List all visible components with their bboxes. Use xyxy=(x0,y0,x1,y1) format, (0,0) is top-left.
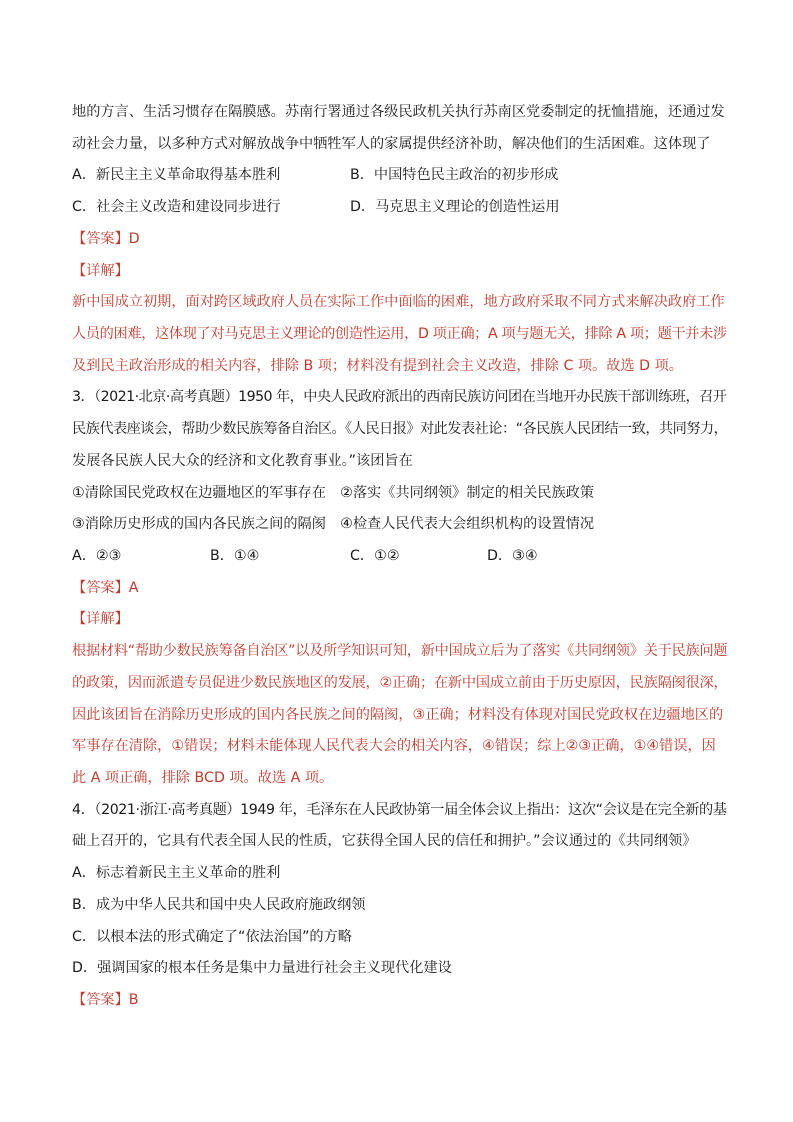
q2-option-a: A．新民主主义革命取得基本胜利 xyxy=(72,167,281,183)
q2-answer xyxy=(72,229,140,249)
q3-detail-line-3: 因此该团旨在消除历史形成的国内各民族之间的隔阂，③正确；材料没有体现对国民党政权在边疆地区的 xyxy=(72,707,724,723)
q4-answer-label: 【答案】 xyxy=(72,992,129,1008)
q4-stem-line-2: 础上召开的，它具有代表全国人民的性质，它获得全国人民的信任和拥护。”会议通过的《共同纲领》 xyxy=(72,833,697,849)
q3-option-a: A．②③ xyxy=(72,548,122,564)
q3-detail-line-2: 的政策，因而派遣专员促进少数民族地区的发展，②正确；在新中国成立前由于历史原因，民族隔阂很深， xyxy=(72,675,728,691)
q2-stem-line-2: 动社会力量，以多种方式对解放战争中牺牲军人的家属提供经济补助，解决他们的生活困难。这体现了 xyxy=(72,136,711,152)
q3-detail-label: 【详解】 xyxy=(72,611,129,627)
q2-answer-label: 【答案】 xyxy=(72,231,129,247)
q3-stem-line-2: 民族代表座谈会，帮助少数民族筹备自治区。《人民日报》对此发表社论：“各民族人民团结一致，共同努力， xyxy=(72,421,728,437)
q2-option-d: D．马克思主义理论的创造性运用 xyxy=(350,199,560,215)
q4-option-a: A．标志着新民主主义革命的胜利 xyxy=(72,865,281,881)
q3-item-line-2: ③消除历史形成的国内各民族之间的隔阂 ④检查人民代表大会组织机构的设置情况 xyxy=(72,516,595,532)
q2-detail-label: 【详解】 xyxy=(72,263,129,279)
q4-stem-line-1: 4．（2021·浙江·高考真题）1949 年，毛泽东在人民政协第一届全体会议上指出：这次“会议是在完全新的基 xyxy=(72,802,727,818)
q4-option-d: D．强调国家的根本任务是集中力量进行社会主义现代化建设 xyxy=(72,960,452,976)
q2-detail-line-1: 新中国成立初期，面对跨区域政府人员在实际工作中面临的困难，地方政府采取不同方式来解决政府工作 xyxy=(72,294,725,310)
q3-option-b: B．①④ xyxy=(210,548,260,564)
q3-detail-line-4: 军事存在清除，①错误；材料未能体现人民代表大会的相关内容，④错误；综上②③正确，①④错误，因 xyxy=(72,738,716,754)
q2-detail-line-3: 及到民主政治形成的相关内容，排除 B 项；材料没有提到社会主义改造，排除 C 项。故选 D 项。 xyxy=(72,358,683,374)
q2-answer-value: D xyxy=(128,231,140,247)
q3-stem-line-1: 3．（2021·北京·高考真题）1950 年，中央人民政府派出的西南民族访问团在当地开办民族干部训练班，召开 xyxy=(72,389,727,405)
q3-answer-value: A xyxy=(128,580,139,596)
q3-detail-line-5: 此 A 项正确，排除 BCD 项。故选 A 项。 xyxy=(72,770,334,786)
q3-detail-line-1: 根据材料“帮助少数民族筹备自治区”以及所学知识可知，新中国成立后为了落实《共同纲领》关于民族问题 xyxy=(72,643,728,659)
q3-item-line-1: ①清除国民党政权在边疆地区的军事存在 ②落实《共同纲领》制定的相关民族政策 xyxy=(72,485,595,501)
q2-detail-line-2: 人员的困难，这体现了对马克思主义理论的创造性运用，D 项正确；A 项与题无关，排除 A 项；题干并未涉 xyxy=(72,326,727,342)
q3-answer-label: 【答案】 xyxy=(72,580,129,596)
q4-answer xyxy=(72,990,139,1010)
q2-option-b: B．中国特色民主政治的初步形成 xyxy=(350,167,559,183)
q2-stem-line-1: 地的方言、生活习惯存在隔膜感。苏南行署通过各级民政机关执行苏南区党委制定的抚恤措施，还通过发 xyxy=(72,104,725,120)
q4-answer-value: B xyxy=(128,992,139,1008)
q3-answer xyxy=(72,578,138,598)
q4-option-c: C．以根本法的形式确定了“依法治国”的方略 xyxy=(72,929,352,945)
q4-option-b: B．成为中华人民共和国中央人民政府施政纲领 xyxy=(72,897,366,913)
q2-option-c: C．社会主义改造和建设同步进行 xyxy=(72,199,281,215)
q3-option-c: C．①② xyxy=(350,548,400,564)
q3-option-d: D．③④ xyxy=(487,548,538,564)
q3-stem-line-3: 发展各民族人民大众的经济和文化教育事业。”该团旨在 xyxy=(72,453,413,469)
